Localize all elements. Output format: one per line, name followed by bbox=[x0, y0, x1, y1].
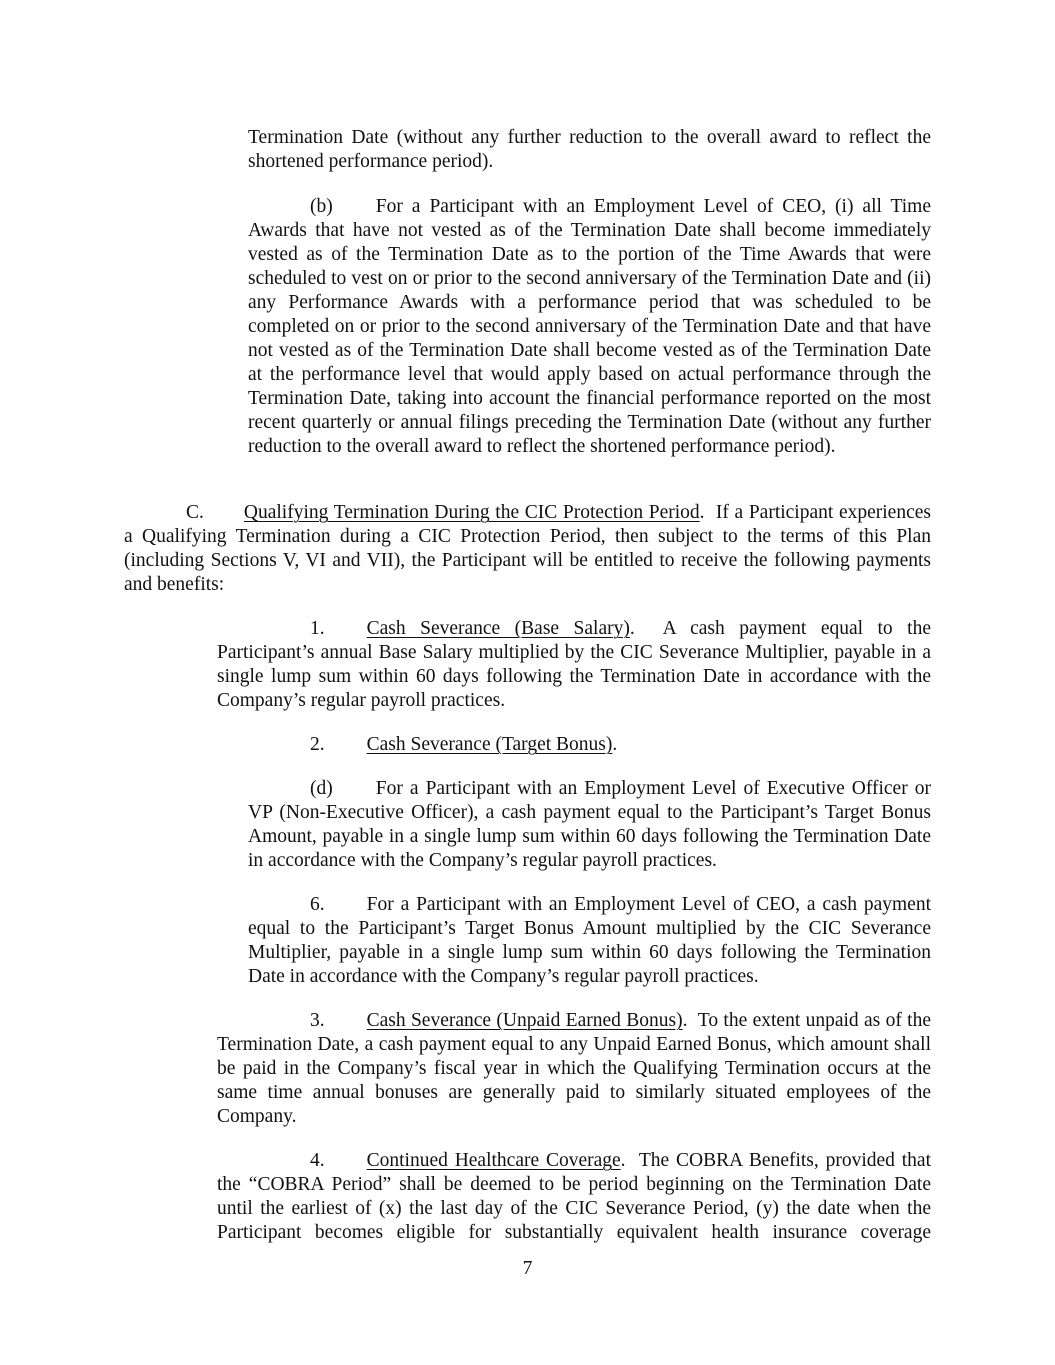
item-text: To the extent unpaid as of the Termination Date, a cash payment equal to any Unpaid Earned Bonus, which amount shall be paid in the Company’s fiscal year in which the Qualifying Termination occurs at the same time annual bonuses are generally paid to similarly situated employees of the Company. bbox=[217, 1010, 931, 1127]
item-label: 1. bbox=[310, 618, 325, 639]
section-c: C. Qualifying Termination During the CIC Protection Period. If a Participant experiences a Qualifying Termination during a CIC Protection Period, then subject to the terms of this Plan (including Sections V, VI and VII), the Participant will be entitled to receive the following payments and benefits: bbox=[124, 502, 931, 595]
page-number: 7 bbox=[522, 1258, 533, 1279]
paragraph-text: For a Participant with an Employment Level of CEO, (i) all Time Awards that have not vested as of the Termination Date shall become immediately vested as of the Termination Date as to the portion of the Time Awards that were scheduled to vest on or prior to the second anniversary of the Termination Date and (ii) any Performance Awards with a performance period that was scheduled to be completed on or prior to the second anniversary of the Termination Date and that have not vested as of the Termination Date shall become vested as of the Termination Date at the performance level that would apply based on actual performance through the Termination Date, taking into account the financial performance reported on the most recent quarterly or annual filings preceding the Termination Date (without any further reduction to the overall award to reflect the shortened performance period). bbox=[248, 196, 931, 457]
item-heading: Continued Healthcare Coverage bbox=[366, 1150, 621, 1171]
section-text: If a Participant experiences a Qualifying Termination during a CIC Protection Period, then subject to the terms of this Plan (including Sections V, VI and VII), the Participant will be entitled to receive the following payments and benefits: bbox=[124, 502, 931, 595]
item-heading: Cash Severance (Target Bonus) bbox=[366, 734, 613, 755]
paragraph-label: (b) bbox=[310, 196, 333, 217]
section-label: C. bbox=[186, 502, 204, 523]
item-2: 2. Cash Severance (Target Bonus). bbox=[310, 734, 618, 755]
section-heading: Qualifying Termination During the CIC Protection Period bbox=[243, 502, 700, 523]
subparagraph-label: (d) bbox=[310, 778, 333, 799]
item-heading: Cash Severance (Unpaid Earned Bonus) bbox=[366, 1010, 683, 1031]
paragraph-b bbox=[248, 195, 931, 459]
item-1: 1. Cash Severance (Base Salary). A cash payment equal to the Participant’s annual Base Salary multiplied by the CIC Severance Multiplier, payable in a single lump sum within 60 days following the Termination Date in accordance with the Company’s regular payroll practices. bbox=[217, 618, 931, 711]
item-label: 2. bbox=[310, 734, 325, 755]
item-heading: Cash Severance (Base Salary) bbox=[366, 618, 630, 639]
paragraph-a-continued bbox=[248, 126, 931, 174]
item-text: The COBRA Benefits, provided that the “COBRA Period” shall be deemed to be period beginning on the Termination Date until the earliest of (x) the last day of the CIC Severance Period, (y) the date when the Participant becomes eligible for substantially equivalent health insurance coverage bbox=[217, 1150, 931, 1243]
item-text: A cash payment equal to the Participant’s annual Base Salary multiplied by the CIC Severance Multiplier, payable in a single lump sum within 60 days following the Termination Date in accordance with the Company’s regular payroll practices. bbox=[217, 618, 931, 711]
paragraph-text: Termination Date (without any further reduction to the overall award to reflect the shortened performance period). bbox=[248, 127, 931, 172]
item-2-subparagraph-d bbox=[248, 777, 931, 873]
item-label: 3. bbox=[310, 1010, 325, 1031]
subparagraph-label: 6. bbox=[310, 894, 325, 915]
item-label: 4. bbox=[310, 1150, 325, 1171]
item-4: 4. Continued Healthcare Coverage. The COBRA Benefits, provided that the “COBRA Period” shall be deemed to be period beginning on the Termination Date until the earliest of (x) the last day of the CIC Severance Period, (y) the date when the Participant becomes eligible for substantially equivalent health insurance coverage bbox=[217, 1150, 931, 1243]
subparagraph-text: For a Participant with an Employment Level of Executive Officer or VP (Non-Executive Officer), a cash payment equal to the Participant’s Target Bonus Amount, payable in a single lump sum within 60 days following the Termination Date in accordance with the Company’s regular payroll practices. bbox=[248, 778, 931, 871]
item-3: 3. Cash Severance (Unpaid Earned Bonus). To the extent unpaid as of the Termination Date, a cash payment equal to any Unpaid Earned Bonus, which amount shall be paid in the Company’s fiscal year in which the Qualifying Termination occurs at the same time annual bonuses are generally paid to similarly situated employees of the Company. bbox=[217, 1010, 931, 1127]
subparagraph-text: For a Participant with an Employment Level of CEO, a cash payment equal to the Participant’s Target Bonus Amount multiplied by the CIC Severance Multiplier, payable in a single lump sum within 60 days following the Termination Date in accordance with the Company’s regular payroll practices. bbox=[248, 894, 931, 987]
item-2-subparagraph-6 bbox=[248, 893, 931, 989]
